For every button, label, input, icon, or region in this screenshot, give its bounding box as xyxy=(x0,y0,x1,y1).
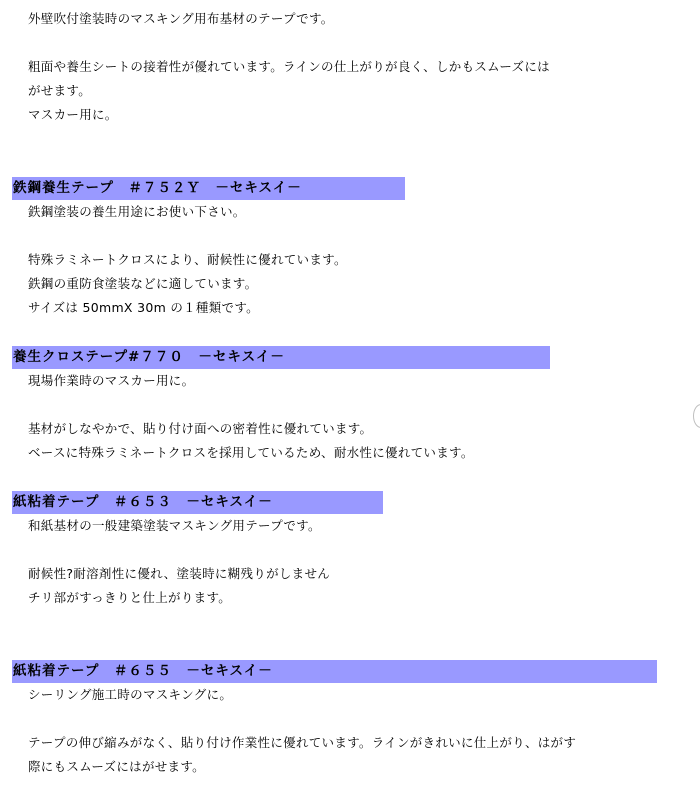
intro-line-2: 粗面や養生シートの接着性が優れています。ラインの仕上がりが良く、しかもスムーズには xyxy=(28,59,550,74)
section-heading-653: 紙粘着テープ ＃６５３ －セキスイ－ xyxy=(12,491,383,514)
section-655-line-2: テープの伸び縮みがなく、貼り付け作業性に優れています。ラインがきれいに仕上がり、はがす xyxy=(28,735,577,750)
intro-line-1: 外壁吹付塗装時のマスキング用布基材のテープです。 xyxy=(28,11,334,26)
section-770-line-1: 現場作業時のマスカー用に。 xyxy=(28,373,195,388)
section-752y-line-2: 特殊ラミネートクロスにより、耐候性に優れています。 xyxy=(28,252,347,267)
section-752y-line-3: 鉄鋼の重防食塗装などに適しています。 xyxy=(28,276,258,291)
scroll-indicator[interactable] xyxy=(693,404,700,428)
section-655-line-3: 際にもスムーズにはがせます。 xyxy=(28,759,205,774)
section-heading-770: 養生クロステープ#７７０ －セキスイ－ xyxy=(12,346,550,369)
section-655-line-1: シーリング施工時のマスキングに。 xyxy=(28,687,233,702)
section-770-line-3: ベースに特殊ラミネートクロスを採用しているため、耐水性に優れています。 xyxy=(28,445,474,460)
section-770-line-2: 基材がしなやかで、貼り付け面への密着性に優れています。 xyxy=(28,421,373,436)
section-653-line-2: 耐候性?耐溶剤性に優れ、塗装時に糊残りがしません xyxy=(28,566,331,581)
intro-line-4: マスカー用に。 xyxy=(28,107,118,122)
section-752y-line-1: 鉄鋼塗装の養生用途にお使い下さい。 xyxy=(28,204,246,219)
section-heading-752y: 鉄鋼養生テープ ＃７５２Ｙ －セキスイ－ xyxy=(12,177,405,200)
section-heading-655: 紙粘着テープ ＃６５５ －セキスイ－ xyxy=(12,660,657,683)
section-653-line-3: チリ部がすっきりと仕上がります。 xyxy=(28,590,232,605)
section-752y-line-4: サイズは 50mmX 30m の１種類です。 xyxy=(28,300,259,315)
intro-line-3: がせます。 xyxy=(28,83,92,98)
section-653-line-1: 和紙基材の一般建築塗装マスキング用テープです。 xyxy=(28,518,321,533)
